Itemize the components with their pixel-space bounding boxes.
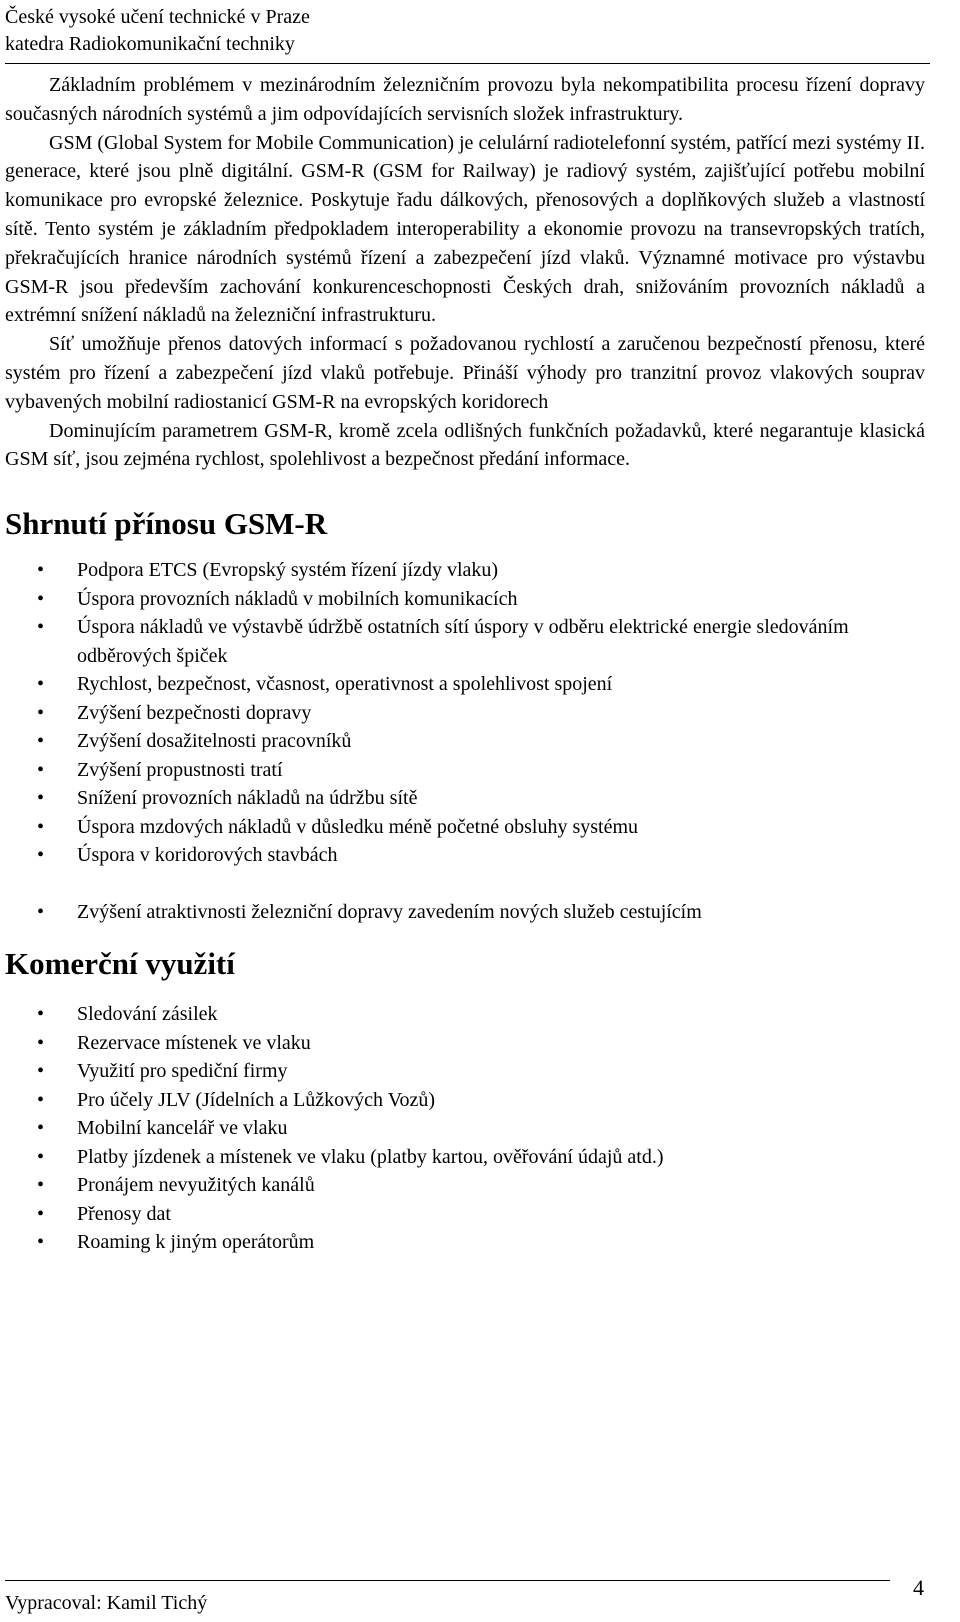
list-item: • Úspora provozních nákladů v mobilních komunikacích [5,585,925,614]
summary-heading: Shrnutí přínosu GSM-R [5,506,328,542]
list-item: • Mobilní kancelář ve vlaku [5,1114,925,1143]
page-number: 4 [913,1575,924,1600]
list-item: • Zvýšení dosažitelnosti pracovníků [5,727,925,756]
list-item: • Zvýšení atraktivnosti železniční dopravy zavedením nových služeb cestujícím [5,898,925,927]
list-item: • Zvýšení bezpečnosti dopravy [5,699,925,728]
intro-paragraph: Základním problémem v mezinárodním železničním provozu byla nekompatibilita procesu řízení dopravy současných národních systémů a jim odpovídajících servisních složek infrastruktury. [5,74,925,125]
list-item: • Rezervace místenek ve vlaku [5,1029,925,1058]
summary-list [5,556,925,926]
list-item: • Úspora mzdových nákladů v důsledku méně početné obsluhy systému [5,813,925,842]
list-item: • Úspora v koridorových stavbách [5,841,925,870]
intro-paragraph: GSM (Global System for Mobile Communication) je celulární radiotelefonní systém, patřící mezi systémy II. generace, které jsou plně digitální. GSM-R (GSM for Railway) je radiový systém, zajišťující potřebu mobilní komunikace pro evropské železnice. Poskytuje řadu dálkových, přenosových a doplňkových služeb a vlastností sítě. Tento systém je základním předpokladem interoperability a ekonomie provozu na transevropských tratích, překračujících hranice národních systémů řízení a zabezpečení jízd vlaků. Významné motivace pro výstavbu GSM-R jsou především zachování konkurenceschopnosti Českých drah, snižováním provozních nákladů a extrémní snížení nákladů na železniční infrastrukturu. [5,131,925,327]
list-item: • Rychlost, bezpečnost, včasnost, operativnost a spolehlivost spojení [5,670,925,699]
list-item: • Podpora ETCS (Evropský systém řízení jízdy vlaku) [5,556,925,585]
university-name: České vysoké učení technické v Praze [5,6,310,28]
list-item: • Pro účely JLV (Jídelních a Lůžkových Vozů) [5,1086,925,1115]
list-item: • Roaming k jiným operátorům [5,1228,925,1257]
intro-section [5,71,925,474]
list-item: • Zvýšení propustnosti tratí [5,756,925,785]
list-item: • Platby jízdenek a místenek ve vlaku (platby kartou, ověřování údajů atd.) [5,1143,925,1172]
list-item: • Využití pro spediční firmy [5,1057,925,1086]
list-item: • Sledování zásilek [5,1000,925,1029]
list-item: • Pronájem nevyužitých kanálů [5,1171,925,1200]
intro-paragraph: Dominujícím parametrem GSM-R, kromě zcela odlišných funkčních požadavků, které negarantuje klasická GSM síť, jsou zejména rychlost, spolehlivost a bezpečnost předání informace. [5,419,925,471]
department-name: katedra Radiokomunikační techniky [5,33,295,55]
commercial-heading: Komerční využití [5,946,235,982]
document-body [5,71,925,1257]
list-item: • Snížení provozních nákladů na údržbu sítě [5,784,925,813]
intro-paragraph: Síť umožňuje přenos datových informací s požadovanou rychlostí a zaručenou bezpečností přenosu, které systém pro řízení a zabezpečení jízd vlaků potřebuje. Přináší výhody pro tranzitní provoz vlakových souprav vybavených mobilní radiostanicí GSM-R na evropských koridorech [5,333,925,413]
list-item: • Úspora nákladů ve výstavbě údržbě ostatních sítí úspory v odběru elektrické energie sledováním odběrových špiček [5,613,925,670]
author-credit: Vypracoval: Kamil Tichý [5,1592,208,1614]
commercial-list [5,1000,925,1257]
page-header [5,4,930,64]
list-item: • Přenosy dat [5,1200,925,1229]
page-footer [5,1580,890,1617]
